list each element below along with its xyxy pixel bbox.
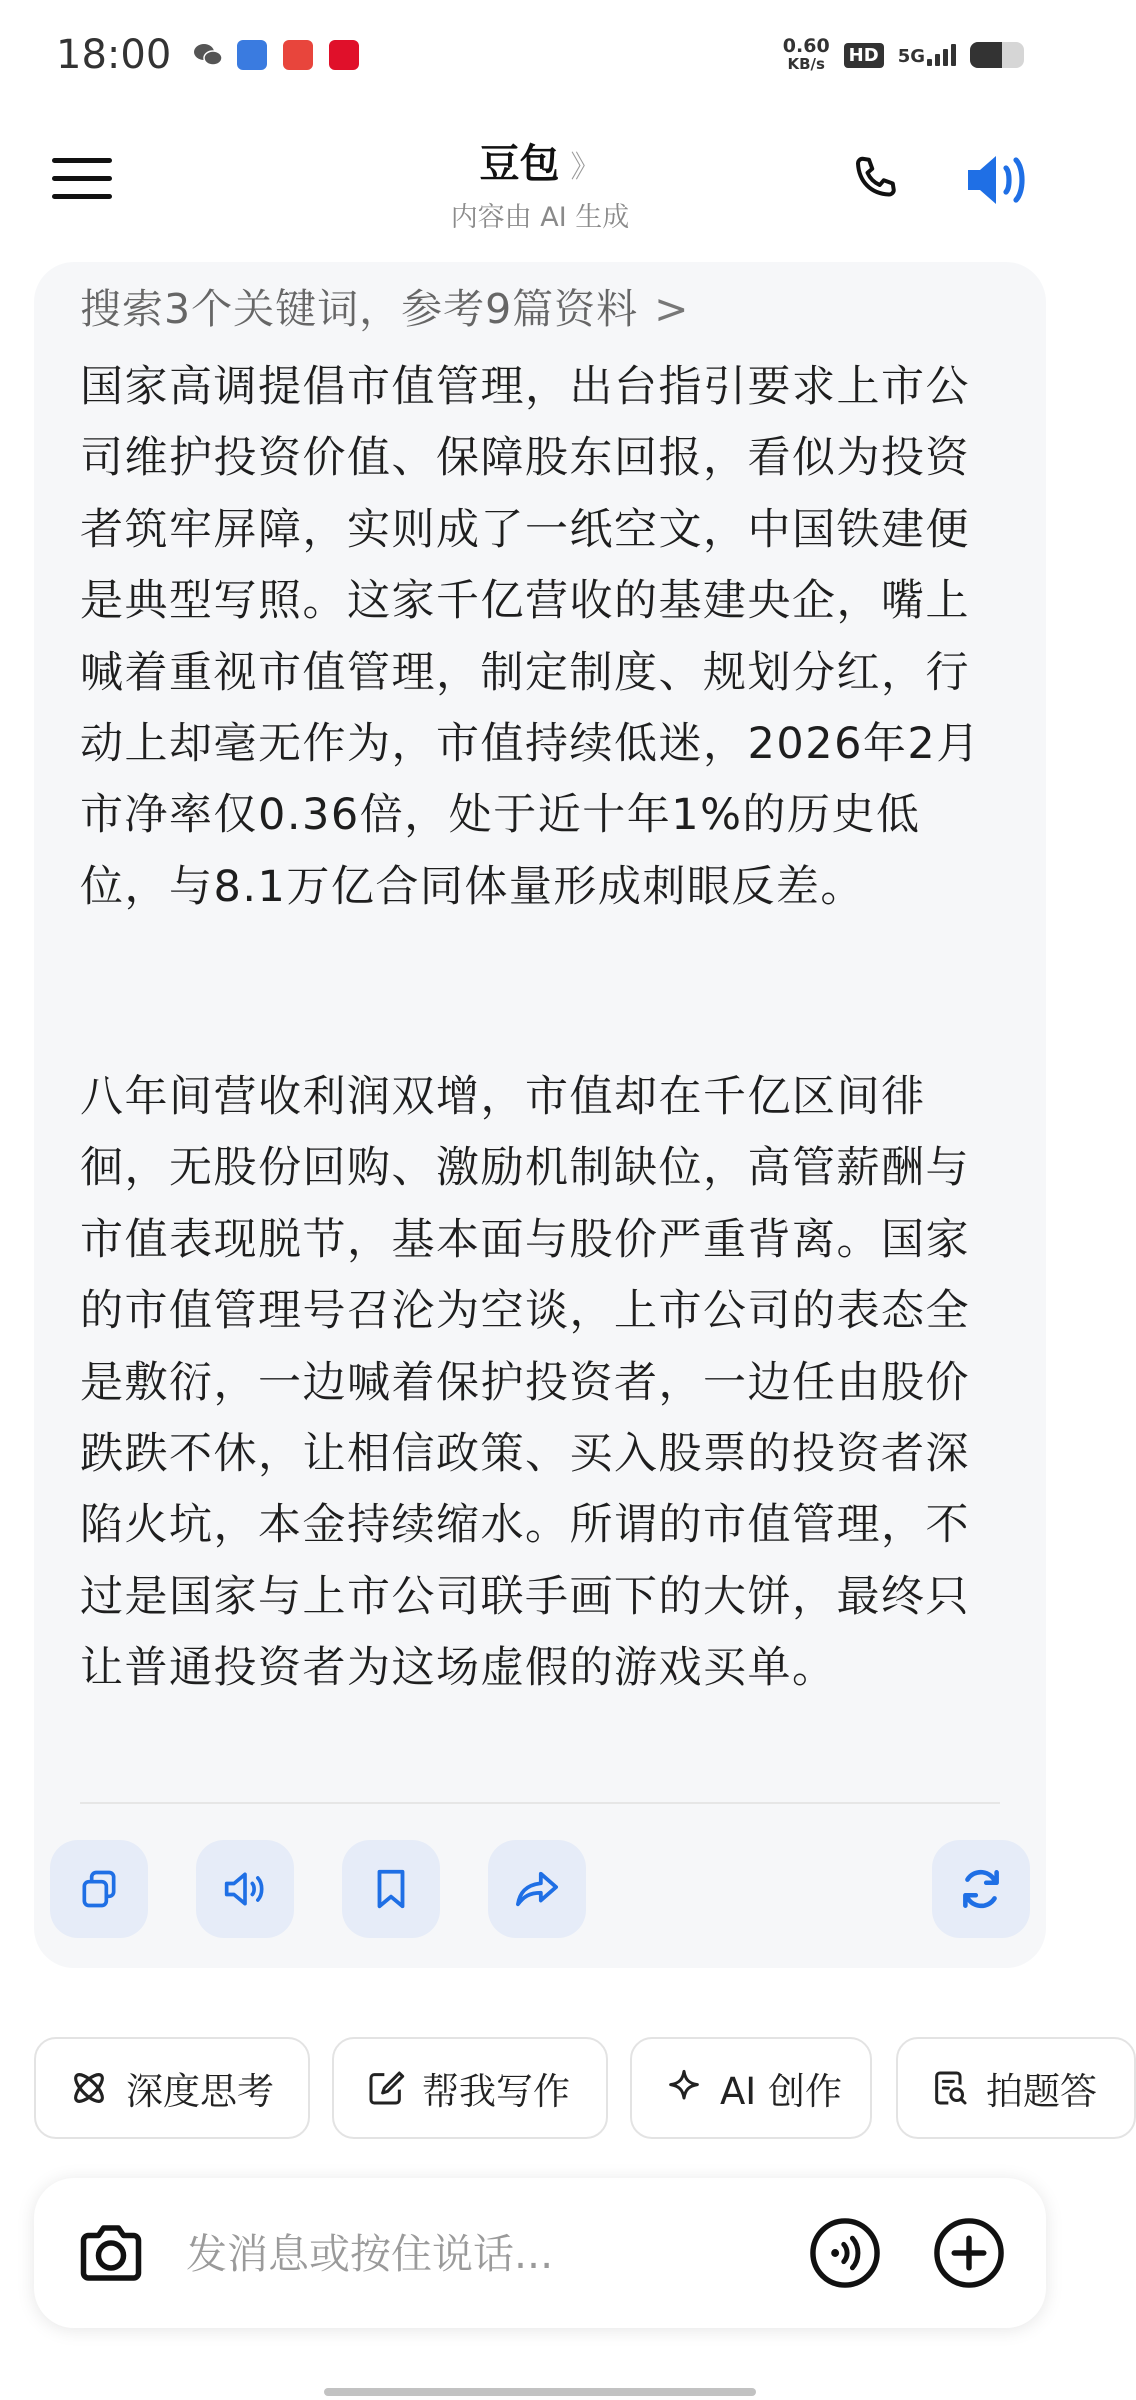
- search-references[interactable]: [80, 276, 690, 335]
- title-area[interactable]: [0, 132, 1080, 234]
- bookmark-icon: [371, 1866, 411, 1912]
- camera-button[interactable]: [76, 2219, 146, 2287]
- message-paragraph: 国家高调提倡市值管理，出台指引要求上市公司维护投资价值、保障股东回报，看似为投资者筑牢屏障，实则成了一纸空文，中国铁建便是典型写照。这家千亿营收的基建央企，嘴上喊着重视市值管理，制定制度、规划分红，行动上却毫无作为，市值持续低迷，2026年2月市净率仅0.36倍，处于近十年1%的历史低位，与8.1万亿合同体量形成刺眼反差。: [80, 362, 981, 912]
- camera-icon: [76, 2219, 146, 2287]
- search-summary: 搜索3个关键词，参考9篇资料: [80, 285, 639, 333]
- plus-icon: [932, 2216, 1006, 2290]
- app-red-icon: [329, 40, 359, 70]
- battery-icon: [970, 42, 1024, 68]
- regenerate-button[interactable]: [932, 1840, 1030, 1938]
- phone-icon: [846, 150, 906, 210]
- chat-header: [0, 118, 1080, 248]
- read-aloud-icon: [221, 1867, 269, 1911]
- sparkle-icon: [664, 2068, 704, 2108]
- ai-disclaimer: 内容由 AI 生成: [450, 202, 630, 233]
- chevron-right-icon: >: [654, 285, 690, 333]
- phone-call-button[interactable]: [846, 150, 906, 210]
- share-button[interactable]: [488, 1840, 586, 1938]
- read-aloud-button[interactable]: [196, 1840, 294, 1938]
- chip-help-write[interactable]: [332, 2037, 608, 2139]
- toutiao-icon: [283, 40, 313, 70]
- chip-label: 帮我写作: [422, 2070, 570, 2113]
- speaker-icon: [962, 148, 1032, 212]
- hd-badge: HD: [844, 43, 884, 68]
- message-input[interactable]: [184, 2218, 708, 2290]
- page-title: 豆包: [479, 141, 560, 187]
- message-composer: [34, 2178, 1046, 2328]
- chip-deep-think[interactable]: [34, 2037, 310, 2139]
- network-type: 5G: [897, 46, 925, 67]
- deep-think-icon: [68, 2067, 110, 2109]
- chip-ai-create[interactable]: [630, 2037, 872, 2139]
- chip-label: 拍题答: [986, 2070, 1097, 2113]
- status-bar: [0, 0, 1080, 110]
- wechat-icon: [193, 42, 223, 68]
- bookmark-button[interactable]: [342, 1840, 440, 1938]
- ai-message-card: [34, 262, 1046, 1968]
- chip-photo-question[interactable]: [896, 2037, 1136, 2139]
- suggestion-chips: [34, 2037, 1097, 2143]
- divider: [80, 1802, 1000, 1804]
- write-icon: [366, 2068, 406, 2108]
- add-attachment-button[interactable]: [932, 2216, 1006, 2290]
- message-paragraph: 八年间营收利润双增，市值却在千亿区间徘徊，无股份回购、激励机制缺位，高管薪酬与市值表现脱节，基本面与股价严重背离。国家的市值管理号召沦为空谈，上市公司的表态全是敷衍，一边喊着保护投资者，一边任由股价跌跌不休，让相信政策、买入股票的投资者深陷火坑，本金持续缩水。所谓的市值管理，不过是国家与上市公司联手画下的大饼，最终只让普通投资者为这场虚假的游戏买单。: [80, 1072, 970, 1694]
- network-speed-unit: KB/s: [787, 55, 825, 73]
- voice-playback-button[interactable]: [962, 148, 1032, 212]
- chip-label: 深度思考: [126, 2070, 274, 2113]
- title-chevron-icon: 》: [570, 150, 601, 185]
- copy-icon: [77, 1867, 121, 1911]
- voice-wave-icon: [808, 2216, 882, 2290]
- scan-question-icon: [930, 2068, 970, 2108]
- regenerate-icon: [956, 1864, 1006, 1914]
- network-speed-value: 0.60: [782, 35, 830, 57]
- app-blue-icon: [237, 40, 267, 70]
- status-time: 18:00: [56, 32, 172, 78]
- network-speed: [783, 37, 830, 73]
- copy-button[interactable]: [50, 1840, 148, 1938]
- share-icon: [514, 1868, 560, 1910]
- voice-input-button[interactable]: [808, 2216, 882, 2290]
- signal-icon: [927, 44, 956, 66]
- home-indicator[interactable]: [324, 2388, 756, 2396]
- chip-label: AI 创作: [720, 2070, 842, 2113]
